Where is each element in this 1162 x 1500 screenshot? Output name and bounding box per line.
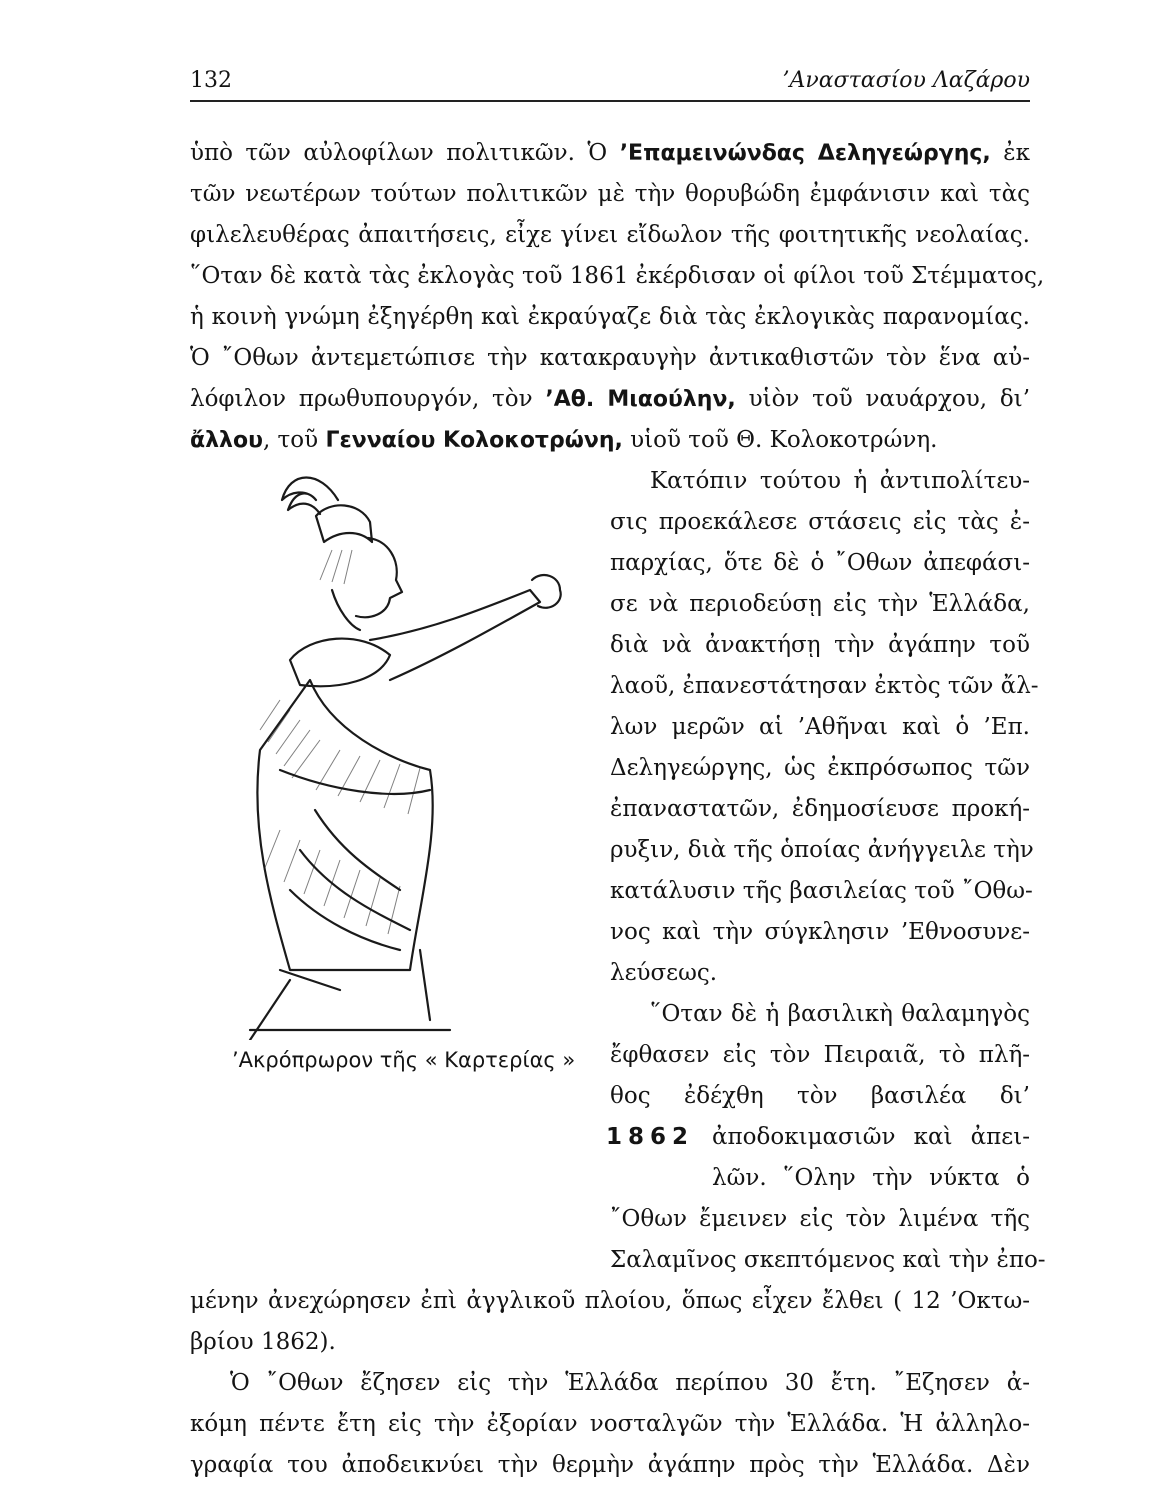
text-line: λῶν. ῞Ολην τὴν νύκτα ὁ	[712, 1165, 1030, 1191]
text-line: ῞Οταν δὲ κατὰ τὰς ἐκλογὰς τοῦ 1861 ἐκέρδισαν οἱ φίλοι τοῦ Στέμματος,	[190, 263, 1045, 289]
shoulder-guard	[290, 639, 390, 687]
text-line: ρυξιν, διὰ τῆς ὁποίας ἀνήγγειλε τὴν	[610, 837, 1034, 863]
text-line: σε νὰ περιοδεύσῃ εἰς τὴν Ἑλλάδα,	[610, 591, 1030, 617]
text-line: διὰ νὰ ἀνακτήσῃ τὴν ἀγάπην τοῦ	[610, 632, 1030, 658]
text-line: κόμη πέντε ἔτη εἰς τὴν ἐξορίαν νοσταλγῶν τὴν Ἑλλάδα. Ἡ ἀλληλο-	[190, 1411, 1030, 1437]
text-line: κατάλυσιν τῆς βασιλείας τοῦ ῎Οθω-	[610, 878, 1033, 904]
text-line: Ὁ ῎Οθων ἀντεμετώπισε τὴν κατακραυγὴν ἀντικαθιστῶν τὸν ἕνα αὐ-	[190, 345, 1030, 371]
text-line: Σαλαμῖνος σκεπτόμενος καὶ τὴν ἐπο-	[610, 1247, 1046, 1273]
text-line: ἄλλου, τοῦ Γενναίου Κολοκοτρώνη, υἱοῦ τοῦ Θ. Κολοκοτρώνη.	[190, 427, 938, 453]
figurehead-illustration	[220, 430, 610, 1040]
belt	[280, 770, 430, 794]
text-line: λαοῦ, ἐπανεστάτησαν ἐκτὸς τῶν ἄλ-	[610, 673, 1039, 699]
text-line: Δεληγεώργης, ὡς ἐκπρόσωπος τῶν	[610, 755, 1030, 781]
text-line: ἔφθασεν εἰς τὸν Πειραιᾶ, τὸ πλῆ-	[610, 1042, 1030, 1068]
face	[356, 538, 402, 617]
text-line: θος ἐδέχθη τὸν βασιλέα δι’	[610, 1083, 1030, 1109]
text-line: γραφία του ἀποδεικνύει τὴν θερμὴν ἀγάπην πρὸς τὴν Ἑλλάδα. Δὲν	[190, 1452, 1030, 1478]
text-line: ῞Οταν δὲ ἡ βασιλικὴ θαλαμηγὸς	[650, 1001, 1030, 1027]
raised-arm	[370, 590, 540, 680]
bold-word: ἄλλου	[190, 428, 263, 453]
text-line: ἀποδοκιμασιῶν καὶ ἀπει-	[712, 1124, 1030, 1150]
text-line: φιλελευθέρας ἀπαιτήσεις, εἶχε γίνει εἴδωλον τῆς φοιτητικῆς νεολαίας.	[190, 222, 1030, 248]
sword	[250, 950, 430, 1040]
text-line: Κατόπιν τούτου ἡ ἀντιπολίτευ-	[650, 468, 1030, 494]
page-header	[190, 64, 1030, 102]
ribbons	[290, 810, 410, 950]
text-line: λόφιλον πρωθυπουργόν, τὸν ’Αθ. Μιαούλην, υἱὸν τοῦ ναυάρχου, δι’	[190, 386, 1031, 412]
text-line: ἡ κοινὴ γνώμη ἐξηγέρθη καὶ ἐκραύγαζε διὰ τὰς ἐκλογικὰς παρανομίας.	[190, 304, 1030, 330]
text-line: ῎Οθων ἔμεινεν εἰς τὸν λιμένα τῆς	[610, 1206, 1030, 1232]
text-line: Ὁ ῎Οθων ἔζησεν εἰς τὴν Ἑλλάδα περίπου 30 ἔτη. ῎Εζησεν ἀ-	[230, 1370, 1030, 1396]
bold-name: ’Επαμεινώνδας Δεληγεώργης,	[619, 141, 991, 166]
torso	[257, 680, 432, 970]
text-line: νος καὶ τὴν σύγκλησιν ’Εθνοσυνε-	[610, 919, 1030, 945]
text-line: ἐπαναστατῶν, ἐδημοσίευσε προκή-	[610, 796, 1030, 822]
text-line: τῶν νεωτέρων τούτων πολιτικῶν μὲ τὴν θορυβώδη ἐμφάνισιν καὶ τὰς	[190, 181, 1030, 207]
bold-name: ’Αθ. Μιαούλην,	[545, 387, 736, 412]
text-line: παρχίας, ὅτε δὲ ὁ ῎Οθων ἀπεφάσι-	[610, 550, 1030, 576]
helmet-crest	[282, 478, 338, 515]
running-head: ’Αναστασίου Λαζάρου	[782, 68, 1030, 93]
text-line: μένην ἀνεχώρησεν ἐπὶ ἀγγλικοῦ πλοίου, ὅπως εἶχεν ἔλθει ( 12 ’Οκτω-	[190, 1288, 1030, 1314]
text-line: λων μερῶν αἱ ’Αθῆναι καὶ ὁ ’Επ.	[610, 714, 1030, 740]
bold-name: Γενναίου Κολοκοτρώνη,	[325, 428, 623, 453]
helmet	[316, 505, 372, 542]
figure-caption: ’Ακρόπρωρον τῆς « Καρτερίας »	[232, 1048, 576, 1072]
margin-year: 1862	[606, 1124, 695, 1150]
neck	[332, 590, 360, 630]
text-line: βρίου 1862).	[190, 1329, 336, 1355]
text-line: σις προεκάλεσε στάσεις εἰς τὰς ἐ-	[610, 509, 1030, 535]
text-line: λεύσεως.	[610, 960, 718, 986]
page-number: 132	[190, 68, 232, 93]
text-line: ὑπὸ τῶν αὐλοφίλων πολιτικῶν. Ὁ ’Επαμεινώνδας Δεληγεώργης, ἐκ	[190, 140, 1030, 166]
